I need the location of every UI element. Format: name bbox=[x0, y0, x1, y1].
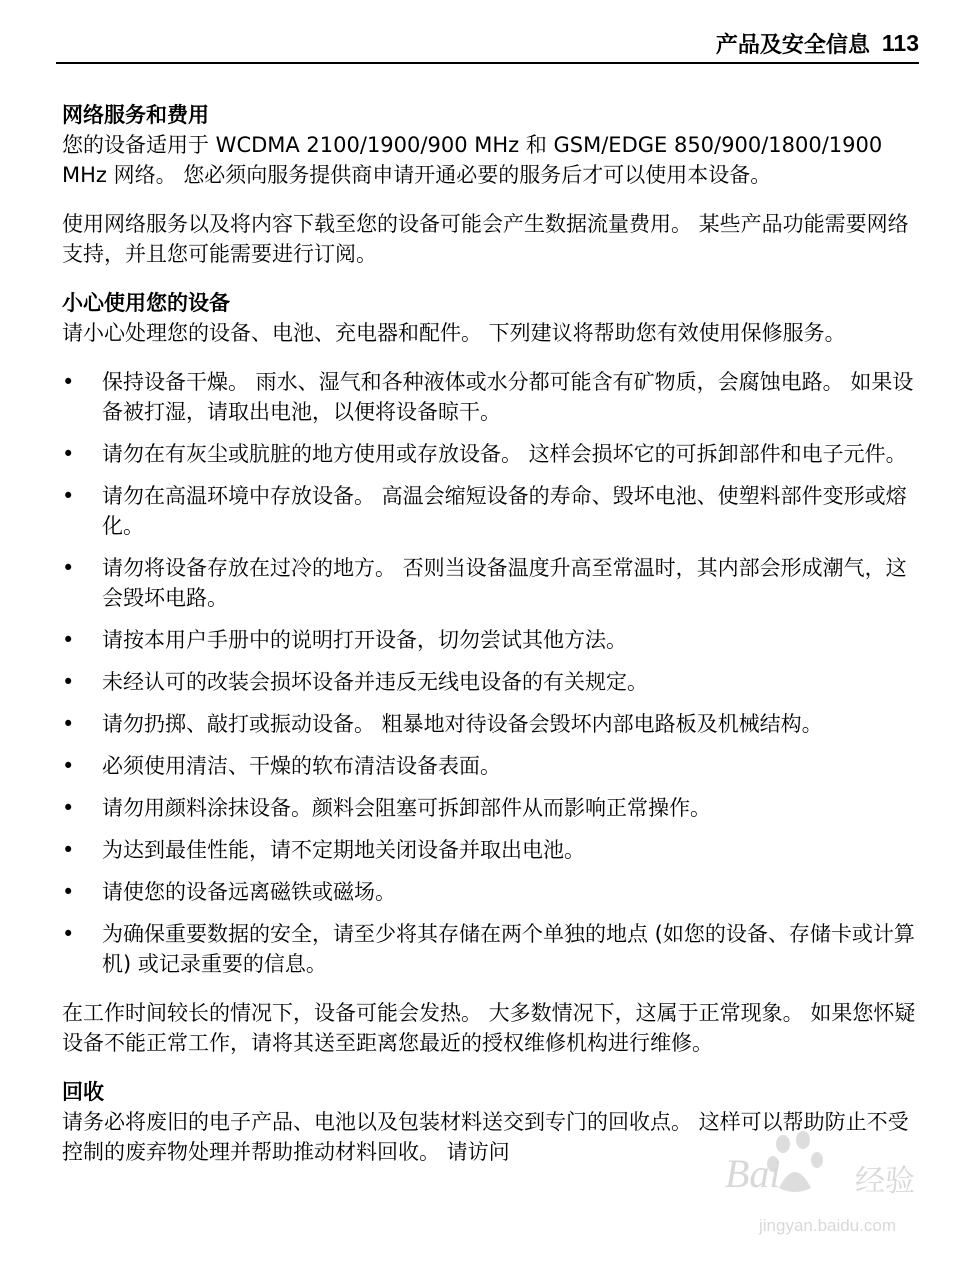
list-item-text: 请勿用颜料涂抹设备。颜料会阻塞可拆卸部件从而影响正常操作。 bbox=[102, 796, 711, 820]
paragraph-network-charges: 使用网络服务以及将内容下载至您的设备可能会产生数据流量费用。 某些产品功能需要网络支持，并且您可能需要进行订阅。 bbox=[62, 212, 909, 266]
page-header bbox=[56, 24, 919, 64]
list-item bbox=[62, 481, 922, 541]
watermark-brand: Bai bbox=[725, 1151, 781, 1196]
bullet-icon: • bbox=[62, 796, 75, 820]
list-item-text: 为达到最佳性能，请不定期地关闭设备并取出电池。 bbox=[102, 838, 585, 862]
section-heading-care: 小心使用您的设备 bbox=[62, 291, 230, 315]
section-heading-recycle: 回收 bbox=[62, 1080, 104, 1104]
list-item bbox=[62, 709, 922, 739]
section-device-care bbox=[62, 288, 922, 1058]
bullet-icon: • bbox=[62, 484, 75, 508]
bullet-icon: • bbox=[62, 922, 75, 946]
watermark-url: jingyan.baidu.com bbox=[759, 1216, 897, 1235]
list-item bbox=[62, 439, 922, 469]
list-item bbox=[62, 751, 922, 781]
list-item-text: 请勿在高温环境中存放设备。 高温会缩短设备的寿命、毁坏电池、使塑料部件变形或熔化。 bbox=[102, 484, 907, 538]
bullet-icon: • bbox=[62, 670, 75, 694]
list-item bbox=[62, 553, 922, 613]
list-item-text: 请勿在有灰尘或肮脏的地方使用或存放设备。 这样会损坏它的可拆卸部件和电子元件。 bbox=[102, 442, 907, 466]
baidu-watermark bbox=[725, 1130, 935, 1250]
bullet-icon: • bbox=[62, 880, 75, 904]
list-item-text: 必须使用清洁、干燥的软布清洁设备表面。 bbox=[102, 754, 501, 778]
document-body bbox=[62, 100, 922, 1186]
paragraph-network-bands: 您的设备适用于 WCDMA 2100/1900/900 MHz 和 GSM/EDGE 850/900/1800/1900 MHz 网络。 您必须向服务提供商申请开通必要的服务后才可以使用本设备。 bbox=[62, 133, 883, 187]
bullet-icon: • bbox=[62, 712, 75, 736]
header-title: 产品及安全信息 bbox=[715, 32, 870, 58]
list-item bbox=[62, 835, 922, 865]
list-item bbox=[62, 877, 922, 907]
list-item-text: 请勿将设备存放在过冷的地方。 否则当设备温度升高至常温时，其内部会形成潮气，这会毁坏电路。 bbox=[102, 556, 907, 610]
section-heading-network: 网络服务和费用 bbox=[62, 103, 209, 127]
list-item-text: 为确保重要数据的安全，请至少将其存储在两个单独的地点 (如您的设备、存储卡或计算机) 或记录重要的信息。 bbox=[102, 922, 915, 976]
paragraph-recycle: 请务必将废旧的电子产品、电池以及包装材料送交到专门的回收点。 这样可以帮助防止不受控制的废弃物处理并帮助推动材料回收。 请访问 bbox=[62, 1110, 909, 1164]
page-number: 113 bbox=[881, 29, 919, 56]
list-item-text: 请按本用户手册中的说明打开设备，切勿尝试其他方法。 bbox=[102, 628, 627, 652]
bullet-icon: • bbox=[62, 370, 75, 394]
watermark-brand-cn: 经验 bbox=[855, 1164, 915, 1199]
bullet-icon: • bbox=[62, 442, 75, 466]
list-item bbox=[62, 625, 922, 655]
bullet-icon: • bbox=[62, 754, 75, 778]
section-network-services bbox=[62, 100, 922, 269]
bullet-icon: • bbox=[62, 556, 75, 580]
list-item-text: 保持设备干燥。 雨水、湿气和各种液体或水分都可能含有矿物质，会腐蚀电路。 如果设备被打湿，请取出电池，以便将设备晾干。 bbox=[102, 370, 914, 424]
list-item-text: 未经认可的改装会损坏设备并违反无线电设备的有关规定。 bbox=[102, 670, 648, 694]
list-item bbox=[62, 919, 922, 979]
list-item bbox=[62, 367, 922, 427]
list-item bbox=[62, 667, 922, 697]
list-item bbox=[62, 793, 922, 823]
list-item-text: 请勿扔掷、敲打或振动设备。 粗暴地对待设备会毁坏内部电路板及机械结构。 bbox=[102, 712, 823, 736]
care-bullet-list bbox=[62, 367, 922, 979]
paragraph-care-outro: 在工作时间较长的情况下，设备可能会发热。 大多数情况下，这属于正常现象。 如果您怀疑设备不能正常工作，请将其送至距离您最近的授权维修机构进行维修。 bbox=[62, 1001, 916, 1055]
paragraph-care-intro: 请小心处理您的设备、电池、充电器和配件。 下列建议将帮助您有效使用保修服务。 bbox=[62, 321, 846, 345]
bullet-icon: • bbox=[62, 838, 75, 862]
bullet-icon: • bbox=[62, 628, 75, 652]
list-item-text: 请使您的设备远离磁铁或磁场。 bbox=[102, 880, 396, 904]
